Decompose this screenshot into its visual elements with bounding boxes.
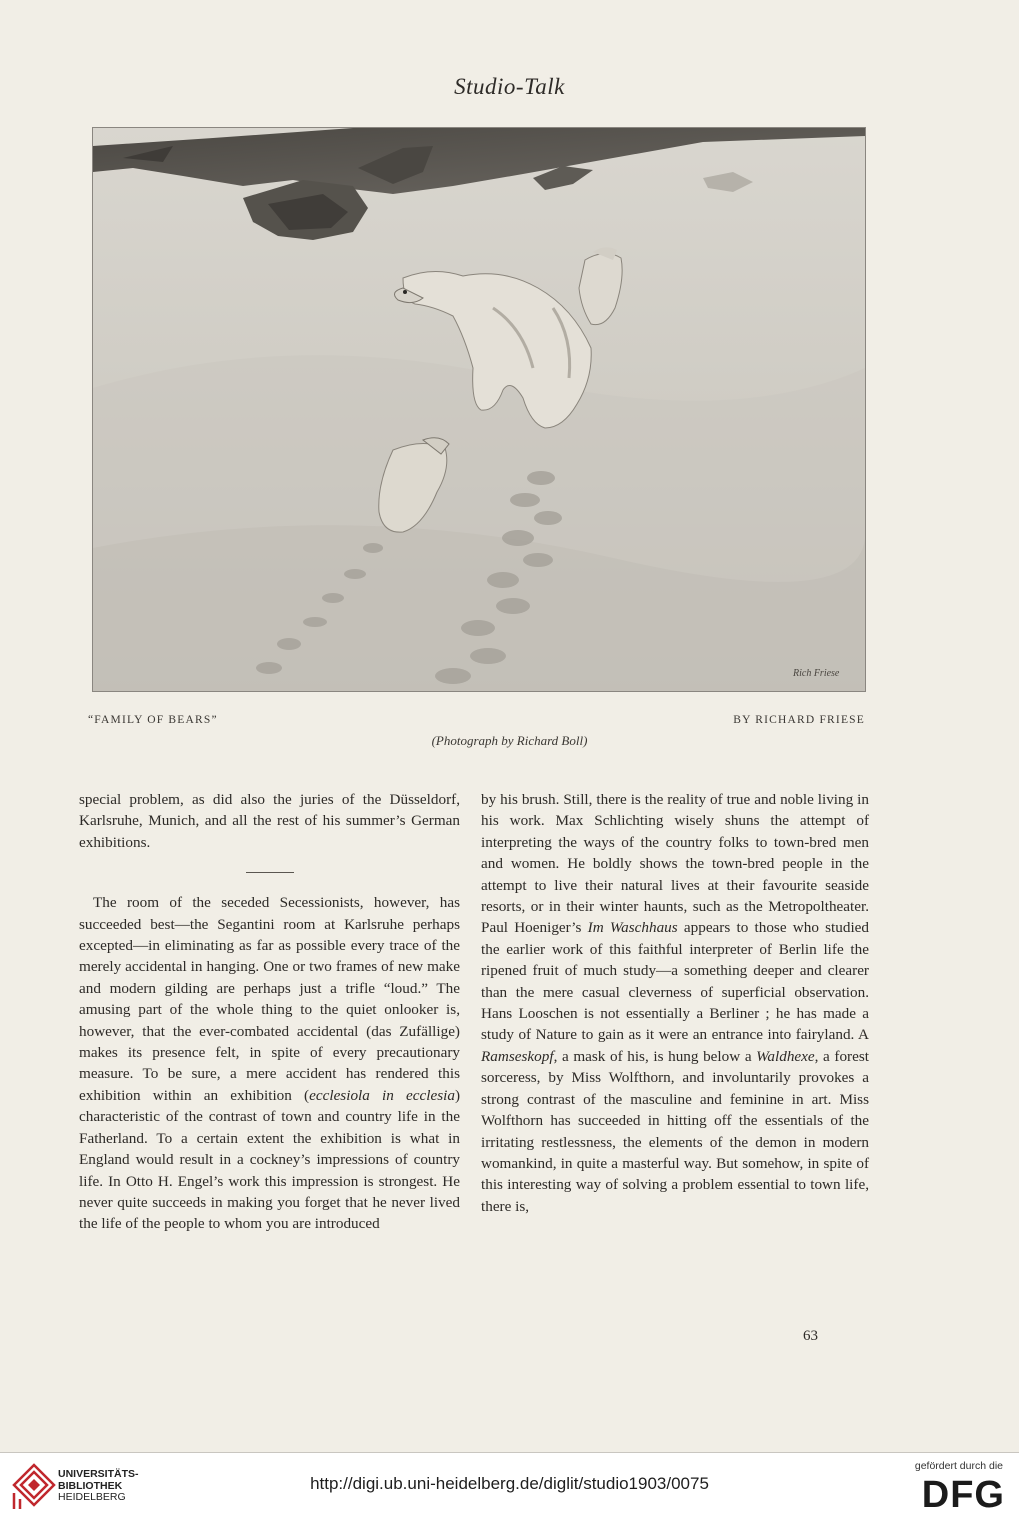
figure-title: “FAMILY OF BEARS” <box>88 714 218 726</box>
text-run: The room of the seceded Secessionists, however, has succeeded best—the Segantini room at Karlsruhe perhaps excepted—in eliminating as far as possible every trace of the merely accidental in hanging. One or two frames of new make and modern gilding are perhaps just a trifle “loud.” The amusing part of the whole thing to the quiet onlooker is, however, that the ever-combated accidental (das Zufällige) makes its presence felt, in spite of every precautionary measure. To be sure, a mere accident has rendered this exhibition within an exhibition ( <box>79 894 460 1104</box>
permalink[interactable]: http://digi.ub.uni-heidelberg.de/diglit/studio1903/0075 <box>310 1474 709 1493</box>
text-run: appears to those who studied the earlier work of this faithful interpreter of Berlin life the ripened fruit of much study—a something deeper and clearer than the mere casual cleverness of superficial observation. Hans Looschen is not essentially a Berliner ; he has made a study of Nature to gain as it were an entrance into fairyland. A <box>481 919 870 1044</box>
library-line: HEIDELBERG <box>58 1491 126 1503</box>
running-head: Studio-Talk <box>454 74 565 99</box>
viewer-footer <box>0 1452 1019 1522</box>
artist-signature: Rich Friese <box>793 668 840 679</box>
italic-title: Im Waschhaus <box>587 919 678 937</box>
dfg-logo[interactable]: DFG <box>921 1474 1005 1516</box>
text-run: , a mask of his, is hung below a <box>553 1047 757 1065</box>
photo-credit: (Photograph by Richard Boll) <box>431 733 588 748</box>
right-column <box>481 789 869 1217</box>
library-line: UNIVERSITÄTS- <box>58 1468 139 1480</box>
italic-phrase: ecclesiola in ecclesia <box>309 1086 455 1104</box>
section-divider <box>246 872 294 873</box>
paragraph <box>481 789 869 1217</box>
italic-title: Waldhexe <box>756 1047 815 1065</box>
figure-artist: BY RICHARD FRIESE <box>733 714 865 726</box>
library-line: BIBLIOTHEK <box>58 1479 123 1492</box>
left-column <box>79 789 460 1235</box>
funder-note: gefördert durch die <box>914 1460 1003 1472</box>
text-run: , a forest sorceress, by Miss Wolfthorn, and involuntarily provokes a strong contrast of the masculine and feminine in art. Miss Wolfthorn has succeeded in hitting off the essentials of the irritating restlessness, the elements of the demon in modern womankind, in quite a masterful way. But somehow, in spite of this interesting way of solving a problem essential to town life, there is, <box>481 1047 869 1215</box>
italic-title: Ramseskopf <box>481 1047 554 1065</box>
paragraph: special problem, as did also the juries of the Düsseldorf, Karlsruhe, Munich, and all the rest of his summer’s German exhibitions. <box>79 791 460 851</box>
text-run: by his brush. Still, there is the reality of true and noble living in his work. Max Schlichting wisely shuns the attempt of interpreting the ways of the country folks to town-bred men and women. He boldly shows the town-bred people in the attempt to live their natural lives at their favourite seaside resorts, or in their winter haunts, such as the Metropoltheater. Paul Hoeniger’s <box>481 791 869 937</box>
text-run: ) characteristic of the contrast of town and country life in the Fatherland. To a certain extent the exhibition is what in England would result in a cockney’s impressions of country life. In Otto H. Engel’s work this impression is strongest. He never quite succeeds in making you forget that he never lived the life of the people to whom you are introduced <box>79 1086 460 1233</box>
figure-caption <box>88 714 865 732</box>
page-number: 63 <box>803 1328 818 1344</box>
family-of-bears-plate <box>92 127 866 692</box>
paragraph <box>79 892 460 1235</box>
